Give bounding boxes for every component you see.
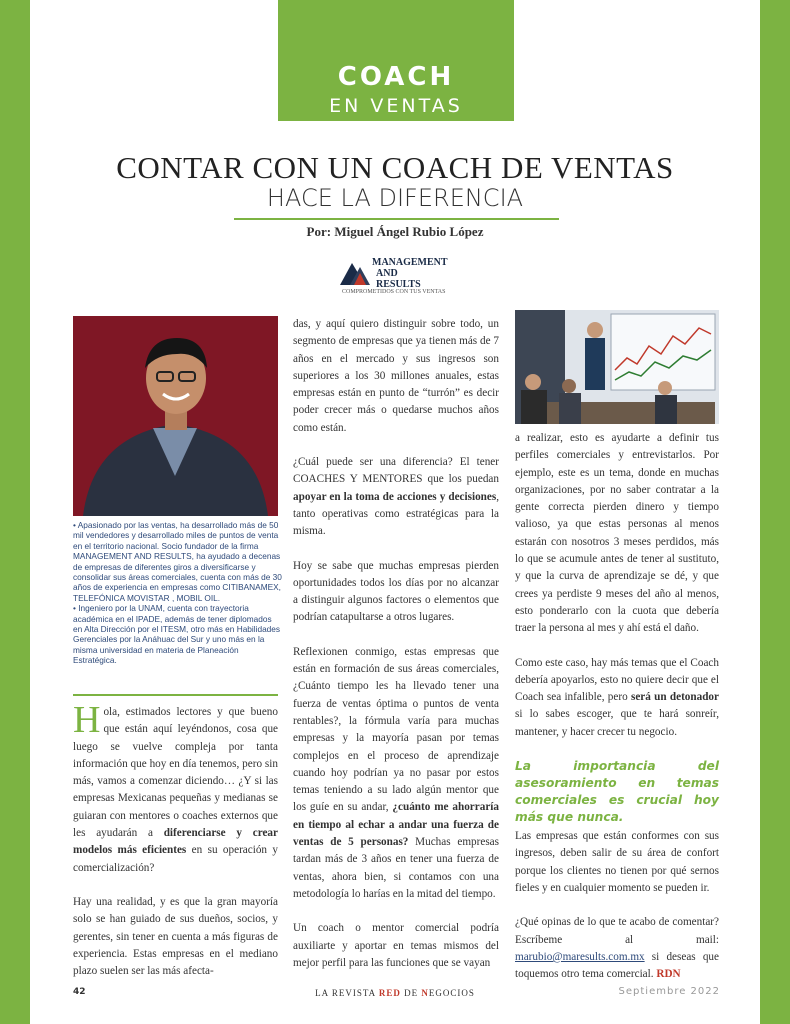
bold-text-run: será un detonador	[630, 691, 719, 704]
article-subtitle: HACE LA DIFERENCIA	[266, 184, 524, 212]
text-run: si lo sabes escoger, que te hará sonreír, mantener, y hacer crecer tu negocio.	[515, 708, 719, 738]
company-logo	[340, 257, 470, 299]
section-header-line2: EN VENTAS	[329, 95, 463, 117]
author-portrait-image	[73, 316, 278, 516]
text-run: RED	[378, 988, 401, 998]
intro-paragraph	[73, 699, 278, 877]
page-number: 42	[73, 987, 86, 997]
body-paragraph: das, y aquí quiero distinguir sobre todo, un segmento de empresas que ya tienen más de 7 años en el mercado y sus ingresos son superiores a los 30 millones anuales, estas empresas están en punto de “turrón” es decir poder crecer más o quedarse muchos años como están.	[293, 318, 499, 434]
text-run: si deseas que toquemos otro tema comercial.	[515, 950, 719, 981]
body-paragraph: Un coach o mentor comercial podría auxiliarte y aportar en temas mismos del mejor perfil para las funciones que se vayan	[293, 922, 499, 969]
body-paragraph	[293, 644, 499, 903]
meeting-photo	[515, 310, 719, 424]
text-run: EGOCIOS	[428, 988, 475, 998]
article-title: CONTAR CON UN COACH DE VENTAS	[116, 150, 674, 185]
body-paragraph: Las empresas que están conformes con sus ingresos, deben salir de su área de confort porque los clientes no tienen por qué sernos fieles y en cualquier momento se pueden ir.	[515, 830, 719, 894]
author-photo	[73, 316, 278, 516]
body-paragraph: Hay una realidad, y es que la gran mayoría solo se han guiado de sus dueños, socios, y gerentes, sin tener en cuenta a más figuras de experiencia. Estas empresas en el mediano plazo suelen ser las más afecta-	[73, 895, 278, 978]
article-column-3	[515, 430, 719, 1000]
body-paragraph	[515, 914, 719, 983]
text-run: Reflexionen conmigo, estas empresas que están en formación de sus áreas comerciales, ¿Cuánto tiempo les ha llevado tener una fuerza de ventas óptima o puntos de venta rentables?, la fórmula varía para muchas empresas y la mayoría pasan por temas complejos en el proceso de aprendizaje cuando hoy podrían ya no pasar por estos temas teniendo a su lado algún mentor que los guíe en su andar,	[293, 645, 499, 814]
bold-text-run: diferenciarse y crear modelos más eficientes	[73, 827, 278, 857]
author-byline: Por: Miguel Ángel Rubio López	[306, 224, 484, 239]
body-paragraph	[293, 454, 499, 540]
author-email-link[interactable]: marubio@maresults.com.mx	[515, 950, 645, 963]
article-column-2	[293, 316, 499, 989]
logo-name	[372, 257, 448, 290]
rdn-end-mark: RDN	[656, 968, 681, 981]
section-subheading: La importancia del asesoramiento en temas comerciales es crucial hoy más que nunca.	[515, 759, 719, 825]
text-run: ¿Cuál puede ser una diferencia? El tener COACHES Y MENTORES que los puedan	[293, 456, 499, 486]
text-run: DE	[400, 988, 422, 998]
logo-mark-icon	[340, 259, 370, 285]
text-run: Muchas empresas tardan más de 3 años en tener una fuerza de ventas, ahora bien, si contamos con una metodología lo harías en la mitad del tiempo.	[293, 836, 499, 900]
logo-tagline: COMPROMETIDOS CON TUS VENTAS	[342, 289, 446, 295]
author-bio-paragraph: • Apasionado por las ventas, ha desarrollado más de 50 mil vendedores y desarrollado miles de puntos de venta en el territorio nacional. Socio fundador de la firma MANAGEMENT AND RESULTS, ha ayudado a decenas de empresas de diferentes giros a diversificarse y consolidar sus áreas comerciales, cuenta con más de 30 años de experiencia en empresas como CITIBANAMEX, TELEFÓNICA MOVISTAR , MOBIL OIL.	[73, 520, 282, 603]
body-paragraph: Hoy se sabe que muchas empresas pierden oportunidades todos los días por no alcanzar a distinguir algunos factores o elementos que podrían catapultarse a otros lugares.	[293, 559, 499, 624]
body-paragraph: a realizar, esto es ayudarte a definir tus perfiles comerciales y entrevistarlos. Por ejemplo, este es un tema, donde en muchas organizaciones, por no saber contratar a la gente correcta pierden dinero y tiempo valioso, ya que estas personas al menos estarán con nosotros 3 meses perdidos, más lo que se acumule antes de tener al sustituto, y que la curva de aprendizaje se dé, y que crees ya perdiste 9 meses del año al menos, esto ponderarlo con la cuota que debería traer la persona al mes y ahí está el daño.	[515, 432, 719, 635]
text-run: Como este caso, hay más temas que el Coach debería apoyarlos, esto no quiere decir que el Coach sea infalible, pero	[515, 656, 719, 704]
text-run: LA REVISTA	[315, 988, 379, 998]
meeting-scene-image	[515, 310, 719, 424]
section-header-line1: COACH	[337, 62, 455, 92]
issue-date: Septiembre 2022	[618, 986, 720, 997]
text-run: en su operación y comercialización?	[73, 844, 278, 874]
author-bio-paragraph: • Ingeniero por la UNAM, cuenta con trayectoria académica en el IPADE, además de tener diplomados en Alta Dirección por el ITESM, otro más en Habilidades Gerenciales por la Anáhuac del Sur y uno más en la misma universidad en materia de Planeación Estratégica.	[73, 603, 281, 666]
logo-name-line3: RESULTS	[376, 279, 421, 290]
text-run: ola, estimados lectores y que bueno que están aquí leyéndonos, cosa que luego se vuelve compleja por tanta información que hoy en día tenemos, pero sin más, vamos a comenzar diciendo… ¿Y si las empresas Mexicanas pequeñas y medianas se guiaran con mentores o coaches externos que les ayudarán a	[73, 706, 278, 840]
bold-text-run: apoyar en la toma de acciones y decisiones	[293, 490, 497, 503]
logo-name-line2: AND	[376, 268, 398, 279]
text-run: , tanto operativas como estratégicas para la misma.	[293, 490, 499, 538]
logo-name-line1: MANAGEMENT	[372, 257, 448, 268]
author-bio	[73, 520, 283, 666]
bold-text-run: ¿cuánto me ahorraría en tiempo al echar a andar una fuerza de ventas de 5 personas?	[293, 801, 499, 849]
text-run: ¿Qué opinas de lo que te acabo de comentar? Escríbeme al mail:	[515, 916, 719, 946]
text-run: N	[421, 988, 429, 998]
section-header	[278, 0, 514, 121]
article-column-1	[73, 699, 278, 997]
drop-cap: H	[73, 699, 101, 741]
body-paragraph	[515, 655, 719, 741]
bio-divider	[73, 694, 278, 696]
title-divider	[234, 218, 559, 220]
